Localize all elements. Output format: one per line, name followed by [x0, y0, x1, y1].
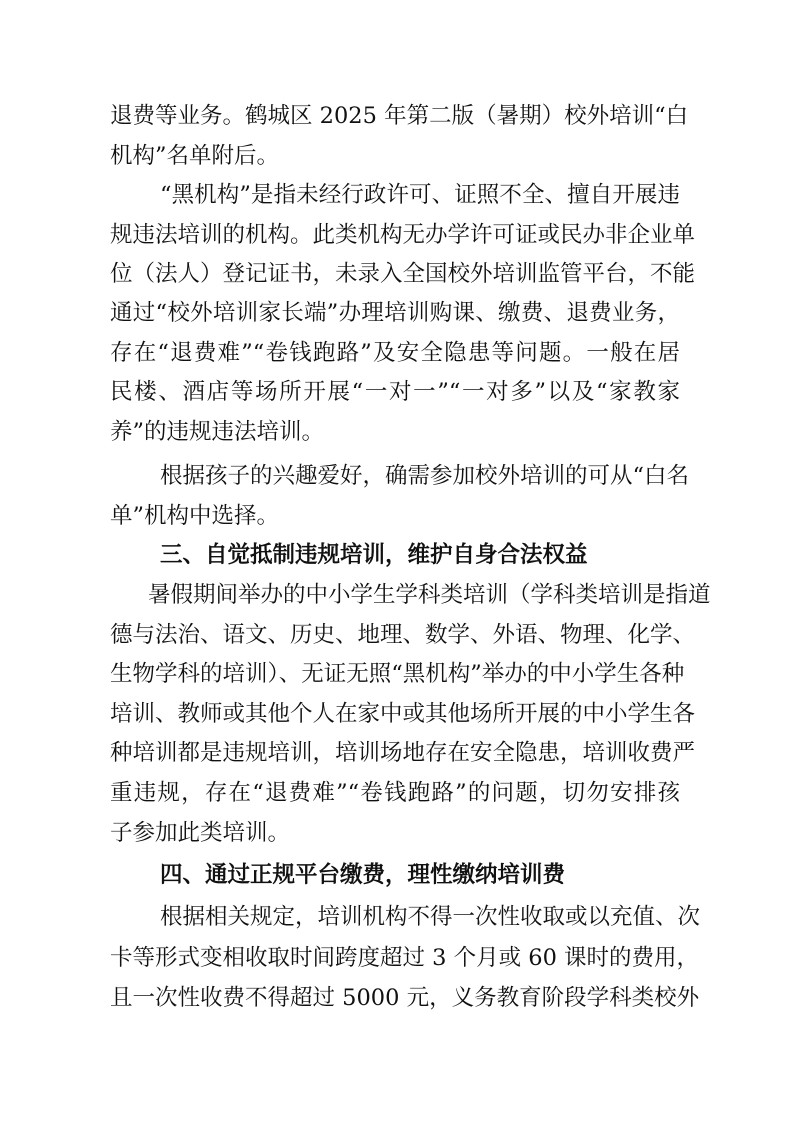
- paragraph-line: 机构”名单附后。: [110, 143, 280, 169]
- paragraph-line: 且一次性收费不得超过 5000 元，义务教育阶段学科类校外: [110, 985, 700, 1011]
- paragraph-line: 德与法治、语文、历史、地理、数学、外语、物理、化学、: [110, 622, 696, 648]
- paragraph-line: 存在“退费难”“卷钱跑路”及安全隐患等问题。一般在居: [110, 340, 680, 366]
- paragraph-line: “黑机构”是指未经行政许可、证照不全、擅自开展违: [160, 182, 680, 208]
- paragraph-line: 养”的违规违法培训。: [110, 419, 325, 445]
- section-heading: 三、自觉抵制违规培训，维护自身合法权益: [160, 542, 588, 568]
- paragraph-line: 通过“校外培训家长端”办理培训购课、缴费、退费业务，: [110, 300, 680, 326]
- paragraph-line: 退费等业务。鹤城区 2025 年第二版（暑期）校外培训“白: [110, 103, 689, 129]
- paragraph-line: 单”机构中选择。: [110, 503, 280, 529]
- paragraph-line: 种培训都是违规培训，培训场地存在安全隐患，培训收费严: [110, 740, 696, 766]
- paragraph-line: 卡等形式变相收取时间跨度超过 3 个月或 60 课时的费用，: [110, 945, 700, 971]
- paragraph-line: 位（法人）登记证书，未录入全国校外培训监管平台，不能: [110, 261, 696, 287]
- paragraph-line: 暑假期间举办的中小学生学科类培训（学科类培训是指道: [148, 582, 711, 608]
- paragraph-line: 民楼、酒店等场所开展“一对一”“一对多”以及“家教家: [110, 379, 680, 405]
- paragraph-line: 生物学科的培训）、无证无照“黑机构”举办的中小学生各种: [110, 661, 685, 687]
- section-heading: 四、通过正规平台缴费，理性缴纳培训费: [160, 862, 566, 888]
- paragraph-line: 规违法培训的机构。此类机构无办学许可证或民办非企业单: [110, 222, 696, 248]
- paragraph-line: 培训、教师或其他个人在家中或其他场所开展的中小学生各: [110, 701, 696, 727]
- paragraph-line: 子参加此类培训。: [110, 820, 291, 846]
- paragraph-line: 重违规，存在“退费难”“卷钱跑路”的问题，切勿安排孩: [110, 780, 680, 806]
- paragraph-line: 根据孩子的兴趣爱好，确需参加校外培训的可从“白名: [160, 463, 690, 489]
- paragraph-line: 根据相关规定，培训机构不得一次性收取或以充值、次: [160, 904, 701, 930]
